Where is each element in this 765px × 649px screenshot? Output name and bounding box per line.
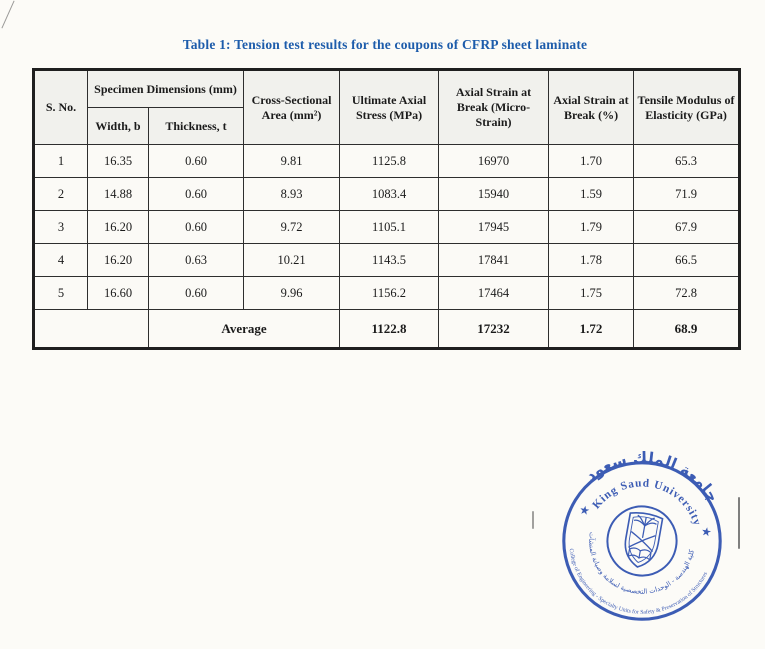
table-row (34, 244, 740, 277)
header-tensile-modulus: Tensile Modulus of Elasticity (GPa) (634, 70, 740, 145)
table-cell: 0.63 (149, 244, 244, 277)
table-cell: 9.81 (244, 145, 340, 178)
table-cell: 17945 (439, 211, 549, 244)
header-specimen-dimensions: Specimen Dimensions (mm) (88, 70, 244, 108)
table-cell: 4 (34, 244, 88, 277)
table-cell: 15940 (439, 178, 549, 211)
table-row (34, 145, 740, 178)
table-cell: 1105.1 (340, 211, 439, 244)
table-cell: 9.72 (244, 211, 340, 244)
average-cell: 1.72 (549, 310, 634, 349)
header-cross-sectional-area: Cross-Sectional Area (mm²) (244, 70, 340, 145)
header-axial-strain-micro: Axial Strain at Break (Micro-Strain) (439, 70, 549, 145)
table-cell: 1125.8 (340, 145, 439, 178)
table-row (34, 211, 740, 244)
scan-corner-mark (1, 1, 14, 29)
average-cell: 1122.8 (340, 310, 439, 349)
header-s-no: S. No. (34, 70, 88, 145)
table-cell: 14.88 (88, 178, 149, 211)
table-cell: 0.60 (149, 178, 244, 211)
header-width-b: Width, b (88, 108, 149, 145)
open-book-icon (628, 547, 651, 560)
table-cell: 3 (34, 211, 88, 244)
table-cell: 0.60 (149, 277, 244, 310)
average-label: Average (149, 310, 340, 349)
table-cell: 5 (34, 277, 88, 310)
table-cell: 1.78 (549, 244, 634, 277)
scan-artifact-right-line (738, 497, 740, 549)
average-row (34, 310, 740, 349)
stamp-right-star-icon: ★ (699, 523, 713, 540)
table-cell: 1143.5 (340, 244, 439, 277)
table-cell: 67.9 (634, 211, 740, 244)
table-cell: 8.93 (244, 178, 340, 211)
header-ultimate-axial-stress: Ultimate Axial Stress (MPa) (340, 70, 439, 145)
table-cell: 16.20 (88, 244, 149, 277)
table-cell: 16.35 (88, 145, 149, 178)
stamp-arabic-bottom-text: كلية الهندسة - الوحدات التخصصية لسلامة وصيانة المنشآت (587, 531, 696, 596)
header-thickness-t: Thickness, t (149, 108, 244, 145)
table-cell: 0.60 (149, 211, 244, 244)
stamp-english-top-text: King Saud University (590, 477, 704, 528)
table-cell: 71.9 (634, 178, 740, 211)
table-cell: 66.5 (634, 244, 740, 277)
table-cell: 1.59 (549, 178, 634, 211)
table-row (34, 277, 740, 310)
table-cell: 17841 (439, 244, 549, 277)
table-cell: 2 (34, 178, 88, 211)
table-cell: 1156.2 (340, 277, 439, 310)
table-cell: 9.96 (244, 277, 340, 310)
table-cell: 1 (34, 145, 88, 178)
table-caption: Table 1: Tension test results for the coupons of CFRP sheet laminate (182, 37, 588, 52)
table-cell: 72.8 (634, 277, 740, 310)
table-cell: 17464 (439, 277, 549, 310)
table-cell: 0.60 (149, 145, 244, 178)
university-stamp (539, 438, 746, 645)
tension-test-results-table (32, 68, 741, 350)
document-page (32, 0, 738, 350)
stamp-arabic-top-text: جامعة الملك سعود (581, 448, 723, 506)
table-cell: 10.21 (244, 244, 340, 277)
average-cell: 68.9 (634, 310, 740, 349)
header-axial-strain-percent: Axial Strain at Break (%) (549, 70, 634, 145)
table-cell: 16.60 (88, 277, 149, 310)
table-cell: 1.70 (549, 145, 634, 178)
stamp-english-bottom-text: College of Engineering - Specialty Units for Safety & Preservation of Structures (567, 548, 710, 616)
table-cell: 16970 (439, 145, 549, 178)
table-cell: 1083.4 (340, 178, 439, 211)
table-cell: 1.75 (549, 277, 634, 310)
scan-artifact-left-line (532, 511, 534, 529)
stamp-shield-icon (621, 511, 663, 570)
table-cell: 1.79 (549, 211, 634, 244)
table-row (34, 178, 740, 211)
stamp-left-star-icon: ★ (578, 502, 592, 519)
average-cell: 17232 (439, 310, 549, 349)
table-cell: 65.3 (634, 145, 740, 178)
table-cell: 16.20 (88, 211, 149, 244)
header-row-1 (34, 70, 740, 108)
average-empty-cell (34, 310, 149, 349)
